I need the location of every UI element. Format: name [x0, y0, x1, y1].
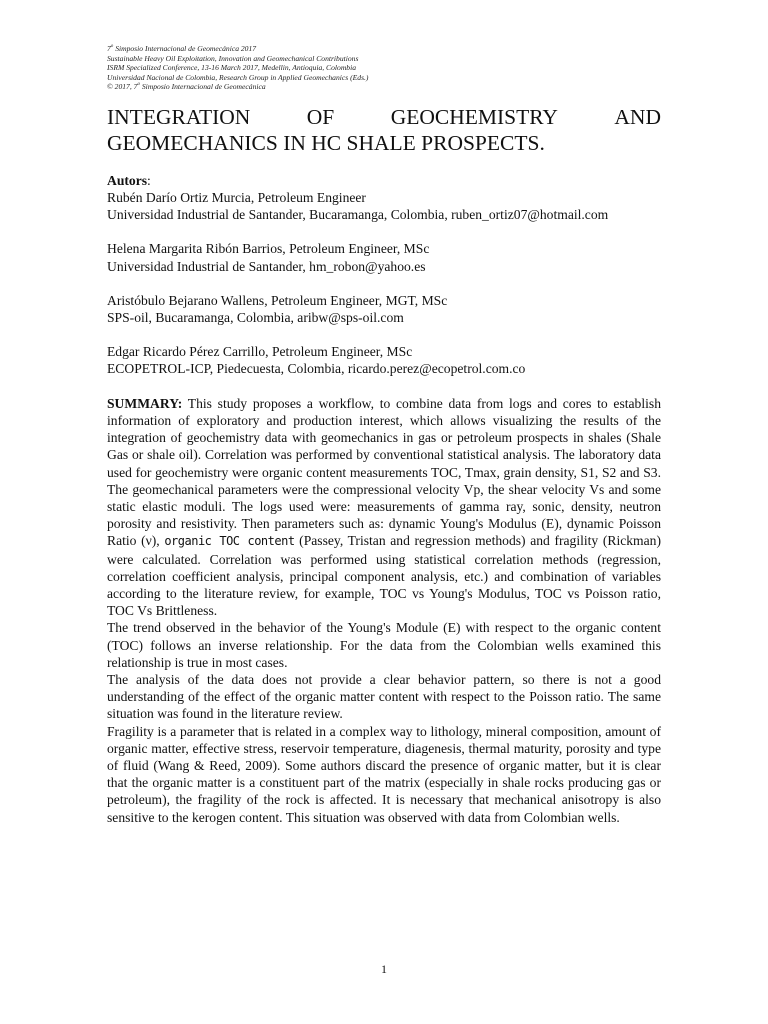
- header-line-2: Sustainable Heavy Oil Exploitation, Innovation and Geomechanical Contributions: [107, 53, 359, 63]
- author-name: Helena Margarita Ribón Barrios, Petroleum Engineer, MSc: [107, 241, 430, 257]
- summary-paragraph: SUMMARY: This study proposes a workflow, to combine data from logs and cores to establish information of exploratory and production interest, which allows visualizing the results of the integration of geochemistry data with geomechanics in gas or petroleum prospects in shales (Shale Gas or shale oil). Correlation was performed by conventional statistical analysis. The laboratory data used for geochemistry were organic content measurements TOC, Tmax, grain density, S1, S2 and S3. The geomechanical parameters were the compressional velocity Vp, the shear velocity Vs and some static elastic moduli. The logs used were: measurements of gamma ray, sonic, density, neutron porosity and resistivity. Then parameters such as: dynamic Young's Modulus (E), dynamic Poisson Ratio (ν), organic TOC content (Passey, Tristan and regression methods) and fragility (Rickman) were calculated. Correlation was performed using statistical correlation methods (regression, correlation coefficient analysis, principal component analysis, etc.) and combination of variables according to the literature review, for example, TOC vs Young's Modulus, TOC vs Poisson ratio, TOC Vs Brittleness.: [107, 395, 661, 619]
- conference-header: [107, 44, 661, 92]
- summary-paragraph: Fragility is a parameter that is related in a complex way to lithology, mineral composition, amount of organic matter, effective stress, reservoir temperature, diagenesis, thermal maturity, porosity and type of fluid (Wang & Reed, 2009). Some authors discard the presence of organic matter, but it is clear that the organic matter is a constituent part of the matrix (especially in shale rocks producing gas or petroleum), the fragility of the rock is affected. It is necessary that mechanical anisotropy is also sensitive to the kerogen content. This situation was observed with data from Colombian wells.: [107, 723, 661, 825]
- author-block: [107, 240, 661, 275]
- author-name: Edgar Ricardo Pérez Carrillo, Petroleum Engineer, MSc: [107, 343, 413, 359]
- title-line-2: GEOMECHANICS IN HC SHALE PROSPECTS.: [107, 130, 545, 155]
- title-line-1: INTEGRATION OF GEOCHEMISTRY AND: [107, 104, 661, 129]
- header-line-4: Universidad Nacional de Colombia, Research Group in Applied Geomechanics (Eds.): [107, 72, 369, 82]
- paper-page: [107, 44, 661, 826]
- author-name: Aristóbulo Bejarano Wallens, Petroleum Engineer, MGT, MSc: [107, 292, 448, 308]
- author-block: [107, 292, 661, 327]
- summary-section: [107, 395, 661, 826]
- header-line-1: 7$^o$ Simposio Internacional de Geomecánica 2017: [107, 44, 257, 53]
- author-block: [107, 189, 661, 224]
- header-line-3: ISRM Specialized Conference, 13-16 March 2017, Medellin, Antioquia, Colombia: [107, 63, 357, 73]
- header-line-5: © 2017, 7$^o$ Simposio Internacional de Geomecánica: [107, 82, 266, 92]
- summary-label: SUMMARY:: [107, 395, 183, 411]
- page-number: 1: [381, 962, 387, 976]
- authors-heading: Autors:: [107, 172, 151, 188]
- author-affiliation: Universidad Industrial de Santander, hm_robon@yahoo.es: [107, 258, 426, 274]
- paper-title: [107, 104, 661, 156]
- author-affiliation: ECOPETROL-ICP, Piedecuesta, Colombia, ricardo.perez@ecopetrol.com.co: [107, 361, 526, 377]
- author-affiliation: SPS-oil, Bucaramanga, Colombia, aribw@sps-oil.com: [107, 310, 404, 325]
- author-block: [107, 343, 661, 378]
- author-affiliation: Universidad Industrial de Santander, Bucaramanga, Colombia, ruben_ortiz07@hotmail.com: [107, 207, 609, 223]
- summary-paragraph: The trend observed in the behavior of the Young's Module (E) with respect to the organic content (TOC) follows an inverse relationship. For the data from the Colombian wells examined this relationship is true in most cases.: [107, 620, 661, 670]
- author-name: Rubén Darío Ortiz Murcia, Petroleum Engineer: [107, 189, 366, 205]
- summary-paragraph: The analysis of the data does not provide a clear behavior pattern, so there is not a good understanding of the effect of the organic matter content with respect to the Poisson ratio. The same situation was found in the literature review.: [107, 671, 661, 722]
